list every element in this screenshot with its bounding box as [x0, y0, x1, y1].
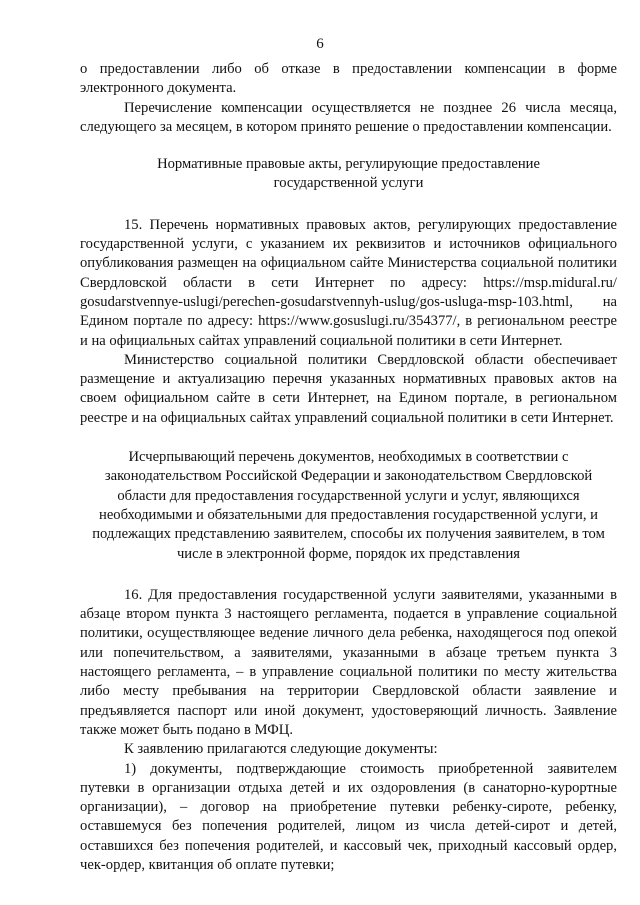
paragraph-15: 15. Перечень нормативных правовых актов, регулирующих предоставление государственной услуги, с указанием их реквизитов и источников официального опубликования размещен на официальном сайте Министерства социальной политики Свердловской области в сети Интернет по адресу: https://msp.midural.ru/ gosudarstvennye-uslugi/perechen-gosudarstvennyh-uslug/gos-usluga-msp-103.html, на Едином портале по адресу: https://www.gosuslugi.ru/354377/, в региональном реестре и на официальных сайтах управлений социальной политики в сети Интернет. — [80, 216, 617, 349]
paragraph-ministry: Министерство социальной политики Свердловской области обеспечивает размещение и актуализацию перечня указанных нормативных правовых актов на своем официальном сайте в сети Интернет, на Едином портале, в региональном реестре и на официальных сайтах управлений социальной политики в сети Интернет. — [80, 351, 617, 426]
paragraph-16: 16. Для предоставления государственной услуги заявителями, указанными в абзаце втором пункта 3 настоящего регламента, подается в управление социальной политики, осуществляющее ведение личного дела ребенка, находящегося под опекой или попечительством, а заявителями, указанными в абзаце третьем пункта 3 настоящего регламента, – в управление социальной политики по месту жительства либо месту пребывания на территории Свердловской области заявление и предъявляется паспорт или иной документ, удостоверяющий личность. Заявление также может быть подано в МФЦ. — [80, 586, 617, 738]
page-number: 6 — [316, 36, 324, 52]
paragraph-compensation-transfer: Перечисление компенсации осуществляется не позднее 26 числа месяца, следующего за месяцем, в котором принято решение о предоставлении компенсации. — [80, 99, 617, 135]
document-body — [80, 60, 617, 875]
paragraph-continued: о предоставлении либо об отказе в предоставлении компенсации в форме электронного документа. — [80, 61, 617, 97]
list-item-1: 1) документы, подтверждающие стоимость приобретенной заявителем путевки в организации отдыха детей и их оздоровления (в санаторно-курортные организации), – договор на приобретение путевки ребенку-сироте, ребенку, оставшемуся без попечения родителей, лицом из числа детей-сирот и детей, оставшихся без попечения родителей, и кассовый чек, приходный кассовый ордер, чек-ордер, квитанция об оплате путевки; — [80, 760, 617, 873]
section-heading-legal-acts: Нормативные правовые акты, регулирующие предоставление государственной услуги — [157, 156, 540, 192]
paragraph-attachments: К заявлению прилагаются следующие документы: — [124, 741, 438, 758]
section-heading-documents: Исчерпывающий перечень документов, необходимых в соответствии с законодательством Российской Федерации и законодательством Свердловской области для предоставления государственной услуги и услуг, являющихся необходимыми и обязательными для предоставления государственной услуги, и подлежащих представлению заявителем, способы их получения заявителем, в том числе в электронной форме, порядок их представления — [92, 449, 605, 562]
